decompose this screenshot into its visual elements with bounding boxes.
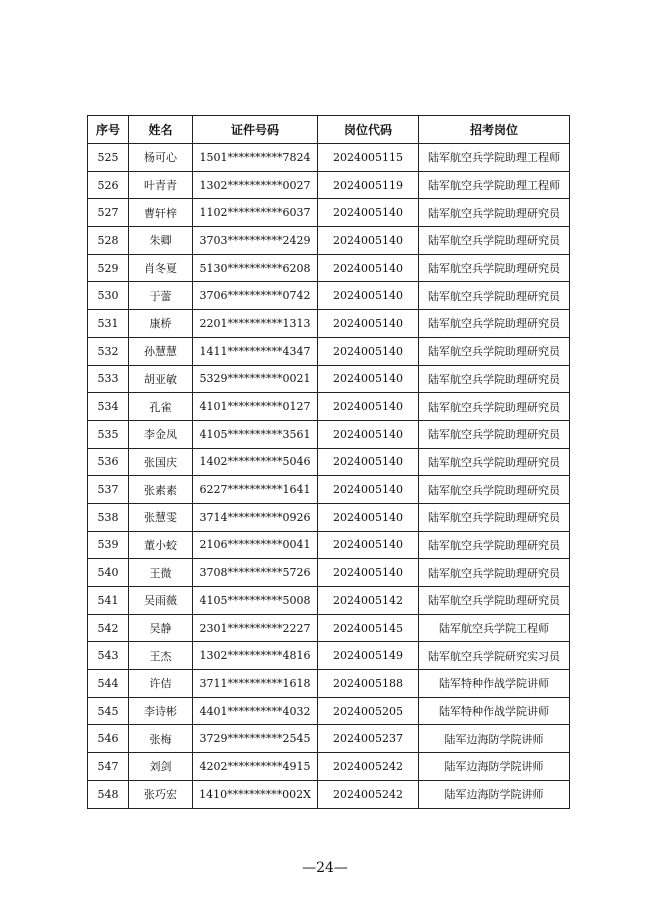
cell-position: 陆军航空兵学院助理研究员 [419,587,570,615]
table-row [88,559,570,587]
cell-name: 张素素 [129,476,193,504]
table-row [88,780,570,808]
table-row [88,503,570,531]
cell-seq: 534 [88,393,129,421]
table-row [88,476,570,504]
cell-seq: 528 [88,227,129,255]
header-row [88,116,570,144]
cell-position-code: 2024005140 [318,227,419,255]
cell-seq: 540 [88,559,129,587]
results-table [87,115,570,809]
cell-position-code: 2024005242 [318,780,419,808]
cell-seq: 546 [88,725,129,753]
cell-name: 杨可心 [129,144,193,172]
cell-position: 陆军航空兵学院助理研究员 [419,254,570,282]
cell-position: 陆军航空兵学院助理研究员 [419,365,570,393]
cell-position-code: 2024005140 [318,420,419,448]
cell-position: 陆军特种作战学院讲师 [419,670,570,698]
table-row [88,587,570,615]
cell-seq: 536 [88,448,129,476]
table-row [88,531,570,559]
cell-position: 陆军航空兵学院助理研究员 [419,337,570,365]
cell-seq: 533 [88,365,129,393]
cell-position-code: 2024005140 [318,310,419,338]
cell-position-code: 2024005242 [318,753,419,781]
table-row [88,254,570,282]
table-row [88,227,570,255]
cell-id-number: 1102**********6037 [193,199,318,227]
cell-id-number: 4401**********4032 [193,697,318,725]
cell-position: 陆军航空兵学院助理研究员 [419,310,570,338]
cell-id-number: 1411**********4347 [193,337,318,365]
table-row [88,642,570,670]
cell-id-number: 2106**********0041 [193,531,318,559]
cell-position: 陆军边海防学院讲师 [419,753,570,781]
cell-seq: 525 [88,144,129,172]
cell-name: 张巧宏 [129,780,193,808]
cell-position: 陆军航空兵学院助理研究员 [419,531,570,559]
cell-position-code: 2024005140 [318,559,419,587]
cell-position: 陆军航空兵学院工程师 [419,614,570,642]
table-row [88,171,570,199]
cell-position-code: 2024005140 [318,337,419,365]
cell-position: 陆军边海防学院讲师 [419,725,570,753]
cell-id-number: 6227**********1641 [193,476,318,504]
table-row [88,614,570,642]
cell-position-code: 2024005140 [318,448,419,476]
table-row [88,420,570,448]
cell-position: 陆军特种作战学院讲师 [419,697,570,725]
cell-position-code: 2024005140 [318,503,419,531]
header-seq: 序号 [88,116,129,144]
table-row [88,725,570,753]
header-position: 招考岗位 [419,116,570,144]
table-row [88,753,570,781]
cell-id-number: 3714**********0926 [193,503,318,531]
cell-position: 陆军航空兵学院助理工程师 [419,144,570,172]
cell-position-code: 2024005140 [318,282,419,310]
cell-position-code: 2024005140 [318,393,419,421]
cell-position: 陆军边海防学院讲师 [419,780,570,808]
cell-position: 陆军航空兵学院助理研究员 [419,282,570,310]
cell-position-code: 2024005140 [318,476,419,504]
cell-position-code: 2024005140 [318,254,419,282]
cell-seq: 535 [88,420,129,448]
cell-name: 曹轩梓 [129,199,193,227]
cell-name: 孙慧慧 [129,337,193,365]
cell-name: 朱卿 [129,227,193,255]
table-row [88,365,570,393]
cell-name: 胡亚敏 [129,365,193,393]
header-name: 姓名 [129,116,193,144]
cell-position-code: 2024005119 [318,171,419,199]
cell-position: 陆军航空兵学院助理研究员 [419,559,570,587]
cell-id-number: 1402**********5046 [193,448,318,476]
table-row [88,393,570,421]
header-position-code: 岗位代码 [318,116,419,144]
table-body [88,144,570,809]
table-header [88,116,570,144]
table-row [88,697,570,725]
cell-name: 肖冬夏 [129,254,193,282]
cell-seq: 547 [88,753,129,781]
cell-position: 陆军航空兵学院助理研究员 [419,227,570,255]
cell-id-number: 4101**********0127 [193,393,318,421]
cell-name: 康桥 [129,310,193,338]
cell-id-number: 4202**********4915 [193,753,318,781]
cell-id-number: 3708**********5726 [193,559,318,587]
table-row [88,310,570,338]
cell-position: 陆军航空兵学院研究实习员 [419,642,570,670]
cell-position: 陆军航空兵学院助理工程师 [419,171,570,199]
cell-seq: 544 [88,670,129,698]
cell-position-code: 2024005140 [318,531,419,559]
cell-name: 孔雀 [129,393,193,421]
cell-id-number: 1501**********7824 [193,144,318,172]
cell-position-code: 2024005140 [318,365,419,393]
cell-seq: 537 [88,476,129,504]
cell-seq: 548 [88,780,129,808]
cell-position-code: 2024005115 [318,144,419,172]
cell-id-number: 3706**********0742 [193,282,318,310]
cell-seq: 526 [88,171,129,199]
cell-position-code: 2024005142 [318,587,419,615]
cell-position: 陆军航空兵学院助理研究员 [419,199,570,227]
cell-position: 陆军航空兵学院助理研究员 [419,476,570,504]
cell-id-number: 4105**********3561 [193,420,318,448]
cell-position-code: 2024005205 [318,697,419,725]
cell-position: 陆军航空兵学院助理研究员 [419,448,570,476]
cell-seq: 543 [88,642,129,670]
cell-name: 李金凤 [129,420,193,448]
cell-id-number: 5329**********0021 [193,365,318,393]
cell-seq: 532 [88,337,129,365]
cell-name: 张慧雯 [129,503,193,531]
cell-name: 吴雨薇 [129,587,193,615]
cell-id-number: 3729**********2545 [193,725,318,753]
table-row [88,448,570,476]
cell-position: 陆军航空兵学院助理研究员 [419,393,570,421]
cell-position: 陆军航空兵学院助理研究员 [419,420,570,448]
table-row [88,282,570,310]
table-row [88,670,570,698]
cell-id-number: 1302**********4816 [193,642,318,670]
cell-seq: 542 [88,614,129,642]
cell-seq: 541 [88,587,129,615]
cell-position-code: 2024005145 [318,614,419,642]
cell-name: 张梅 [129,725,193,753]
cell-id-number: 5130**********6208 [193,254,318,282]
cell-seq: 527 [88,199,129,227]
cell-name: 于蕾 [129,282,193,310]
cell-id-number: 2301**********2227 [193,614,318,642]
table-row [88,199,570,227]
cell-id-number: 2201**********1313 [193,310,318,338]
cell-name: 董小蛟 [129,531,193,559]
cell-name: 王微 [129,559,193,587]
cell-seq: 539 [88,531,129,559]
cell-name: 张国庆 [129,448,193,476]
cell-seq: 531 [88,310,129,338]
cell-seq: 529 [88,254,129,282]
cell-seq: 530 [88,282,129,310]
cell-name: 叶青青 [129,171,193,199]
header-id-number: 证件号码 [193,116,318,144]
cell-name: 李诗彬 [129,697,193,725]
cell-id-number: 1410**********002X [193,780,318,808]
cell-seq: 545 [88,697,129,725]
cell-position-code: 2024005140 [318,199,419,227]
cell-name: 吴静 [129,614,193,642]
table-row [88,337,570,365]
cell-id-number: 4105**********5008 [193,587,318,615]
cell-position-code: 2024005237 [318,725,419,753]
page-number: —24— [302,860,348,876]
cell-position: 陆军航空兵学院助理研究员 [419,503,570,531]
cell-position-code: 2024005149 [318,642,419,670]
cell-id-number: 3703**********2429 [193,227,318,255]
cell-position-code: 2024005188 [318,670,419,698]
cell-name: 许佶 [129,670,193,698]
cell-id-number: 1302**********0027 [193,171,318,199]
table-row [88,144,570,172]
cell-name: 王杰 [129,642,193,670]
cell-name: 刘剑 [129,753,193,781]
cell-id-number: 3711**********1618 [193,670,318,698]
cell-seq: 538 [88,503,129,531]
